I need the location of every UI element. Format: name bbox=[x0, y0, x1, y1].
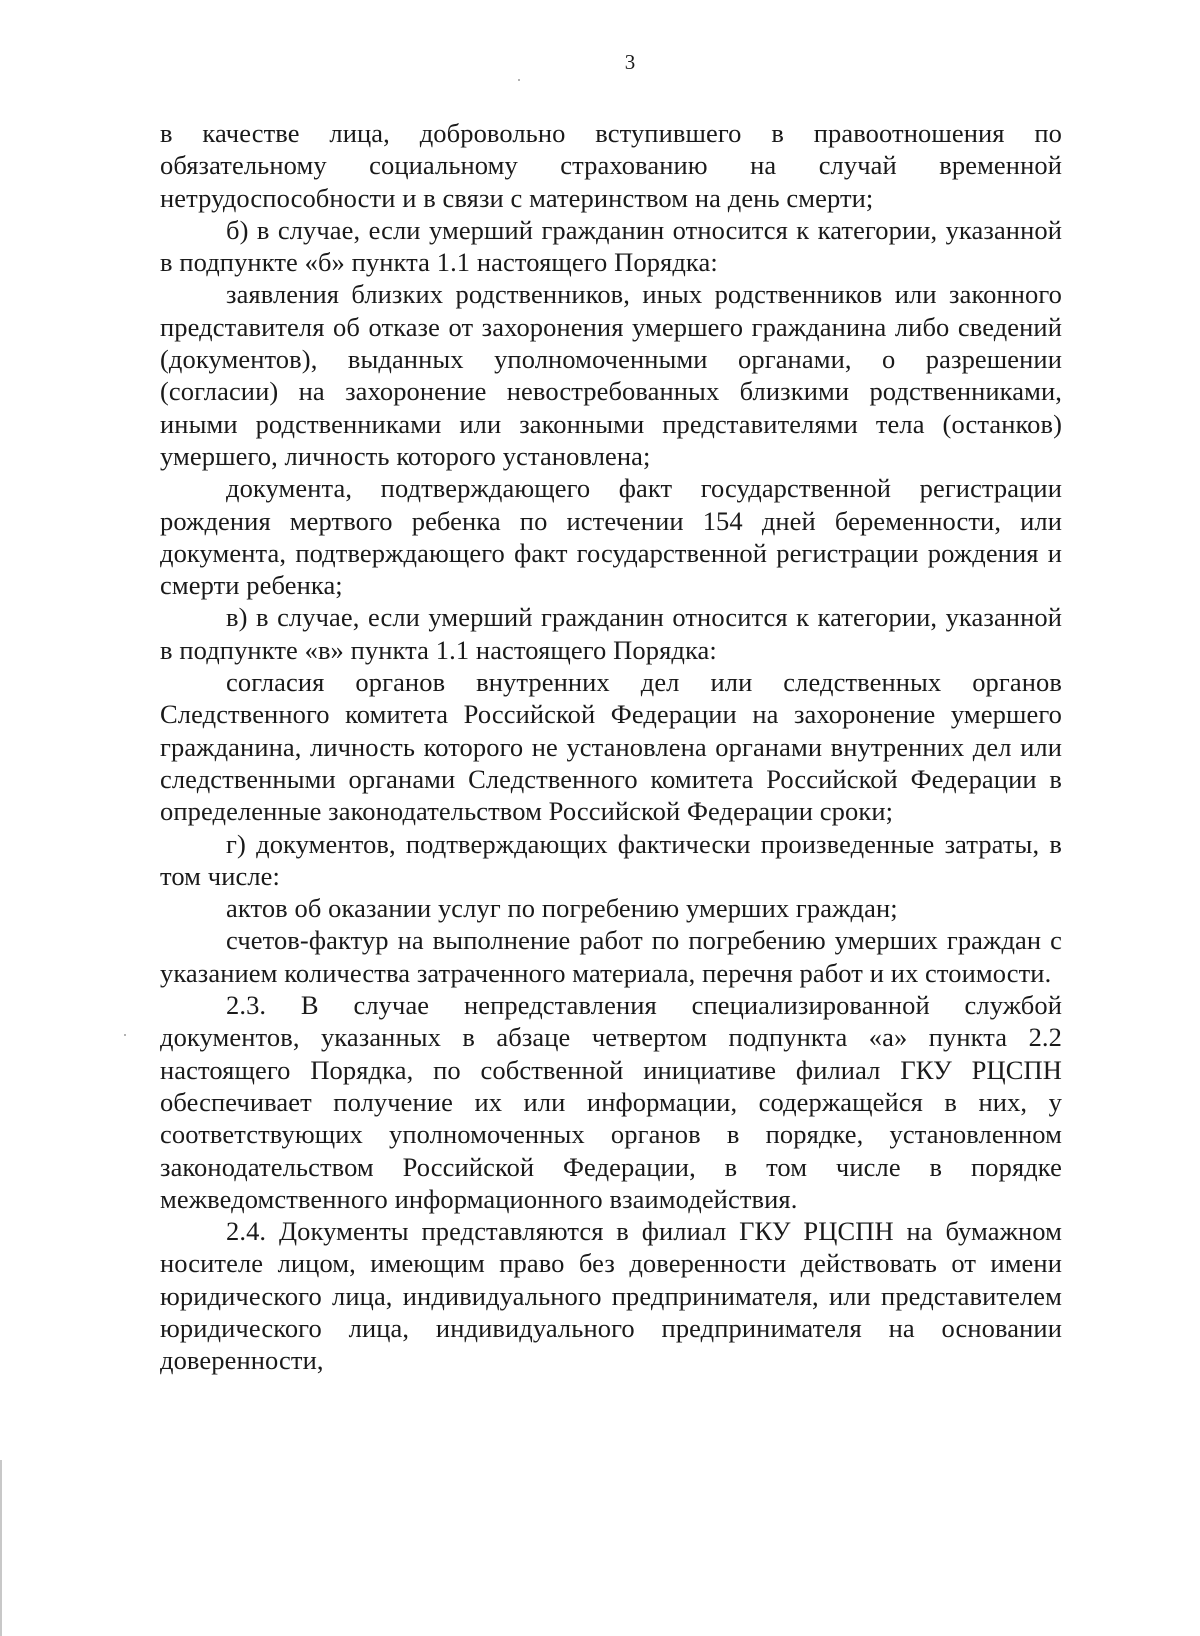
paragraph-investigative-consent: согласия органов внутренних дел или следственных органов Следственного комитета Российской Федерации на захоронение умершего гражданина, личность которого не установлена органами внутренних дел или следственными органами Следственного комитета Российской Федерации в определенные законодательством Российской Федерации сроки; bbox=[160, 667, 1062, 827]
paragraph-continuation: в качестве лица, добровольно вступившего в правоотношения по обязательному социальному страхованию на случай временной нетрудоспособности и в связи с материнством на день смерти; bbox=[160, 118, 1062, 213]
paragraph-subpoint-b: б) в случае, если умерший гражданин относится к категории, указанной в подпункте «б» пункта 1.1 настоящего Порядка: bbox=[160, 214, 1062, 278]
document-body bbox=[160, 117, 1062, 1377]
paragraph-service-acts: актов об оказании услуг по погребению умерших граждан; bbox=[226, 893, 898, 924]
scan-speck bbox=[518, 79, 520, 81]
paragraph-stillbirth-registration: документа, подтверждающего факт государственной регистрации рождения мертвого ребенка по истечении 154 дней беременности, или документа, подтверждающего факт государственной регистрации рождения и смерти ребенка; bbox=[160, 473, 1062, 601]
paragraph-clause-2-4: 2.4. Документы представляются в филиал ГКУ РЦСПН на бумажном носителе лицом, имеющим право без доверенности действовать от имени юридического лица, индивидуального предпринимателя, или представителем юридического лица, индивидуального предпринимателя на основании доверенности, bbox=[160, 1216, 1062, 1376]
paragraph-clause-2-3: 2.3. В случае непредставления специализированной службой документов, указанных в абзаце четвертом подпункта «а» пункта 2.2 настоящего Порядка, по собственной инициативе филиал ГКУ РЦСПН обеспечивает получение их или информации, содержащейся в них, у соответствующих уполномоченных органов в порядке, установленном законодательством Российской Федерации, в том числе в порядке межведомственного информационного взаимодействия. bbox=[160, 990, 1062, 1214]
page-number: 3 bbox=[624, 50, 636, 74]
paragraph-relatives-statements: заявления близких родственников, иных родственников или законного представителя об отказе от захоронения умершего гражданина либо сведений (документов), выданных уполномоченными органами, о разрешении (согласии) на захоронение невостребованных близкими родственниками, иными родственниками или законными представителями тела (останков) умершего, личность которого установлена; bbox=[160, 279, 1062, 471]
paragraph-subpoint-g: г) документов, подтверждающих фактически произведенные затраты, в том числе: bbox=[160, 828, 1062, 891]
scan-edge-line bbox=[0, 1460, 2, 1636]
paragraph-subpoint-v: в) в случае, если умерший гражданин относится к категории, указанной в подпункте «в» пункта 1.1 настоящего Порядка: bbox=[160, 602, 1062, 665]
paragraph-invoices: счетов-фактур на выполнение работ по погребению умерших граждан с указанием количества затраченного материала, перечня работ и их стоимости. bbox=[160, 925, 1062, 988]
scan-speck bbox=[124, 1034, 126, 1036]
